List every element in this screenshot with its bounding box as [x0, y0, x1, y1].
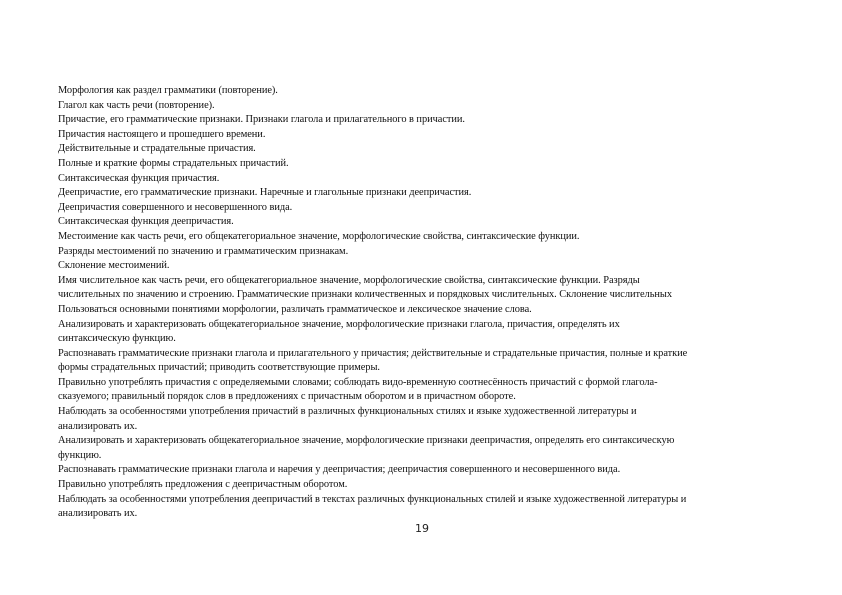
- text-line: Глагол как часть речи (повторение).: [58, 99, 215, 111]
- text-line: функцию.: [58, 449, 102, 461]
- text-line: Распознавать грамматические признаки глагола и прилагательного у причастия; действительные и страдательные причастия, полные и краткие: [58, 347, 688, 359]
- text-line: Правильно употреблять предложения с деепричастным оборотом.: [58, 479, 348, 491]
- text-line: Полные и краткие формы страдательных причастий.: [58, 157, 289, 169]
- text-line: Местоимение как часть речи, его общекатегориальное значение, морфологические свойства, синтаксические функции.: [58, 230, 580, 242]
- text-line: Деепричастие, его грамматические признаки. Наречные и глагольные признаки деепричастия.: [58, 187, 472, 199]
- text-line: Причастие, его грамматические признаки. Признаки глагола и прилагательного в причастии.: [58, 114, 465, 126]
- page-number: 19: [415, 522, 429, 535]
- text-line: Пользоваться основными понятиями морфологии, различать грамматическое и лексическое значение слова.: [58, 303, 532, 315]
- text-line: Причастия настоящего и прошедшего времени.: [58, 128, 266, 140]
- page-content: [58, 84, 788, 522]
- text-line: числительных по значению и строению. Грамматические признаки количественных и порядковых числительных. Склонение числительных: [58, 289, 672, 301]
- text-line: формы страдательных причастий; приводить соответствующие примеры.: [58, 362, 380, 374]
- text-line: Разряды местоимений по значению и грамматическим признакам.: [58, 245, 349, 257]
- text-line: сказуемого; правильный порядок слов в предложениях с причастным оборотом и в причастном обороте.: [58, 391, 516, 403]
- text-line: Анализировать и характеризовать общекатегориальное значение, морфологические признаки деепричастия, определять его синтаксическую: [58, 435, 675, 447]
- text-line: анализировать их.: [58, 508, 138, 520]
- text-line: Наблюдать за особенностями употребления деепричастий в текстах различных функциональных стилей и языке художественной литературы и: [58, 493, 687, 505]
- text-line: Распознавать грамматические признаки глагола и наречия у деепричастия; деепричастия совершенного и несовершенного вида.: [58, 464, 621, 476]
- text-line: Морфология как раздел грамматики (повторение).: [58, 85, 278, 96]
- text-line: Синтаксическая функция деепричастия.: [58, 216, 234, 228]
- text-line: Наблюдать за особенностями употребления причастий в различных функциональных стилях и языке художественной литературы и: [58, 406, 637, 418]
- text-line: Склонение местоимений.: [58, 260, 170, 272]
- text-line: Синтаксическая функция причастия.: [58, 172, 220, 184]
- text-line: Имя числительное как часть речи, его общекатегориальное значение, морфологические свойства, синтаксические функции. Разряды: [58, 274, 640, 286]
- text-line: Правильно употреблять причастия с определяемыми словами; соблюдать видо-временную соотнесённость причастий с формой глагола-: [58, 376, 658, 388]
- text-line: Анализировать и характеризовать общекатегориальное значение, морфологические признаки глагола, причастия, определять их: [58, 318, 620, 330]
- text-line: Действительные и страдательные причастия.: [58, 143, 256, 155]
- text-line: анализировать их.: [58, 420, 138, 432]
- text-line: синтаксическую функцию.: [58, 333, 176, 345]
- text-line: Деепричастия совершенного и несовершенного вида.: [58, 201, 293, 213]
